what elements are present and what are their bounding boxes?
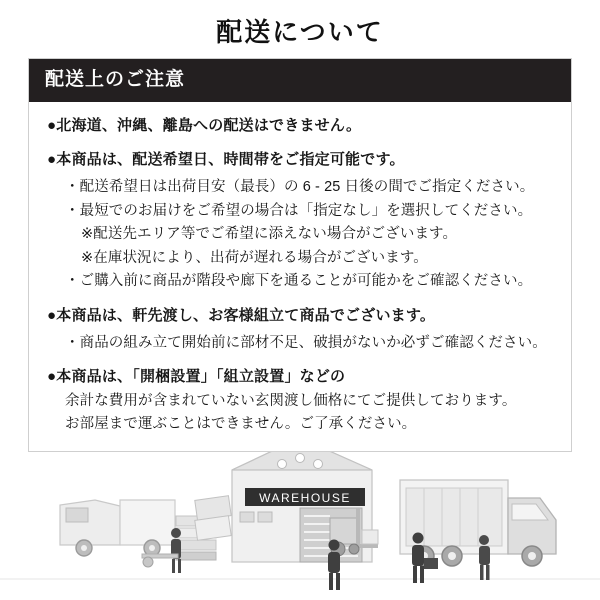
worker-center-icon	[328, 540, 340, 591]
notice-line: お部屋まで運ぶことはできません。ご了承ください。	[65, 416, 417, 433]
notice-line: ・ご購入前に商品が階段や廊下を通ることが可能かをご確認ください。	[65, 273, 533, 290]
notice-line: ●北海道、沖縄、離島への配送はできません。	[47, 116, 362, 134]
small-truck-icon	[60, 500, 175, 556]
notice-line: 余計な費用が含まれていない玄関渡し価格にてご提供しております。	[65, 392, 517, 409]
page-title: 配送について	[216, 17, 384, 47]
notice-line: ※配送先エリア等でご希望に添えない場合がございます。	[81, 226, 458, 243]
notice-line: ●本商品は、「開梱設置」「組立設置」などの	[47, 368, 346, 386]
notice-line: ・最短でのお届けをご希望の場合は「指定なし」を選択してください。	[65, 202, 533, 219]
notice-line: ・配送希望日は出荷目安（最長）の 6 - 25 日後の間でご指定ください。	[65, 179, 535, 196]
notice-header: 配送上のご注意	[29, 59, 571, 102]
box-stack-left	[195, 496, 231, 541]
notice-line: ●本商品は、軒先渡し、お客様組立て商品でございます。	[47, 306, 436, 324]
notice-line: ・商品の組み立て開始前に部材不足、破損がないか必ずご確認ください。	[65, 335, 547, 351]
notice-line: ●本商品は、配送希望日、時間帯をご指定可能です。	[47, 150, 405, 168]
notice-body	[29, 102, 571, 437]
shipping-notice-card	[28, 58, 572, 452]
notice-line: ※在庫状況により、出荷が遅れる場合がございます。	[81, 249, 428, 266]
svg-text:WAREHOUSE: WAREHOUSE	[259, 491, 351, 505]
worker-far-right-icon	[479, 535, 490, 580]
